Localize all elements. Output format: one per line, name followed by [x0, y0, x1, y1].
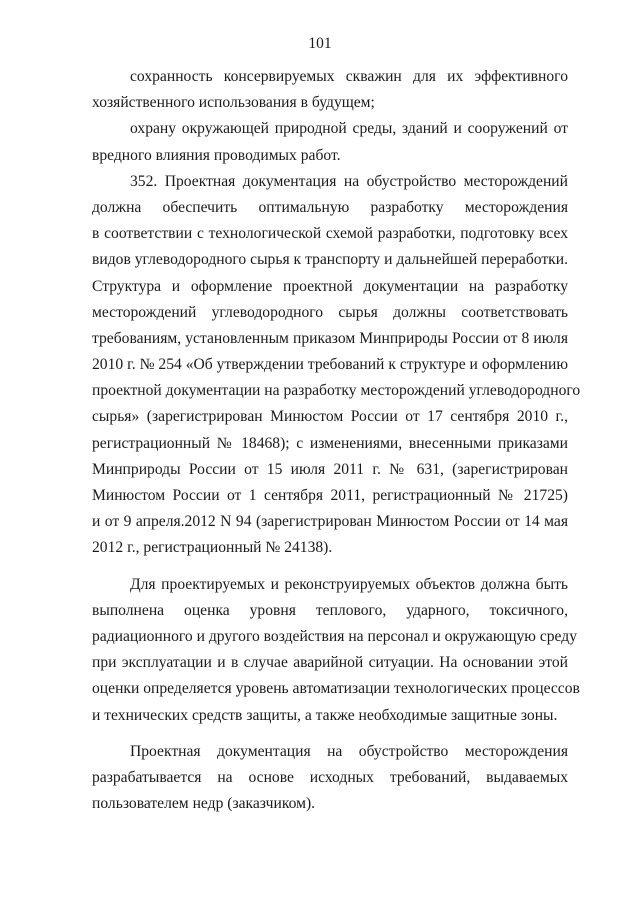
text-line: выполнена оценка уровня теплового, ударного, токсичного, [92, 601, 568, 619]
text-line: регистрационный № 18468); с изменениями, внесенными приказами [92, 434, 568, 452]
text-line: 352. Проектная документация на обустройство месторождений [130, 172, 568, 190]
text-line: оценки определяется уровень автоматизации технологических процессов [92, 680, 580, 698]
paragraph-gap [92, 562, 568, 572]
paragraph-352 [92, 169, 581, 562]
text-line: видов углеводородного сырья к транспорту и дальнейшей переработки. [92, 251, 568, 269]
text-line: радиационного и другого воздействия на персонал и окружающую среду [92, 627, 578, 645]
text-line: при эксплуатации и в случае аварийной ситуации. На основании этой [92, 654, 568, 672]
paragraph-gap [92, 729, 568, 739]
text-line: сырья» (зарегистрирован Минюстом России от 17 сентября 2010 г., [92, 408, 568, 426]
text-line: Для проектируемых и реконструируемых объектов должна быть [130, 575, 568, 593]
text-line: хозяйственного использования в будущем; [92, 94, 375, 112]
text-line: и от 9 апреля.2012 N 94 (зарегистрирован Минюстом России от 14 мая [92, 513, 568, 531]
text-line: 2010 г. № 254 «Об утверждении требований к структуре и оформлению [92, 356, 568, 374]
text-line: должна обеспечить оптимальную разработку месторождения [92, 198, 568, 216]
text-line: Минприроды России от 15 июля 2011 г. № 631, (зарегистрирован [92, 460, 568, 478]
text-line: пользователем недр (заказчиком). [92, 795, 316, 813]
paragraph-preservation [92, 64, 568, 116]
text-line: Структура и оформление проектной документации на разработку [92, 277, 568, 295]
text-line: месторождений углеводородного сырья должны соответствовать [92, 303, 568, 321]
text-line: разрабатывается на основе исходных требований, выдаваемых [92, 768, 568, 786]
text-line: в соответствии с технологической схемой разработки, подготовку всех [92, 225, 568, 243]
paragraph-assessment [92, 572, 580, 729]
paragraph-environment [92, 116, 568, 168]
text-line: Проектная документация на обустройство месторождения [130, 742, 568, 760]
text-line: 2012 г., регистрационный № 24138). [92, 539, 333, 557]
text-line: сохранность консервируемых скважин для их эффективного [130, 68, 568, 85]
paragraph-basis [92, 739, 568, 818]
text-line: охрану окружающей природной среды, зданий и сооружений от [130, 120, 568, 138]
text-line: Минюстом России от 1 сентября 2011, регистрационный № 21725) [92, 487, 568, 504]
text-line: проектной документации на разработку месторождений углеводородного [92, 382, 581, 400]
document-body [92, 64, 581, 817]
text-line: и технических средств защиты, а также необходимые защитные зоны. [92, 706, 558, 724]
page-number: 101 [308, 35, 332, 52]
text-line: требованиям, установленным приказом Минприроды России от 8 июля [92, 329, 568, 347]
text-line: вредного влияния проводимых работ. [92, 146, 341, 164]
